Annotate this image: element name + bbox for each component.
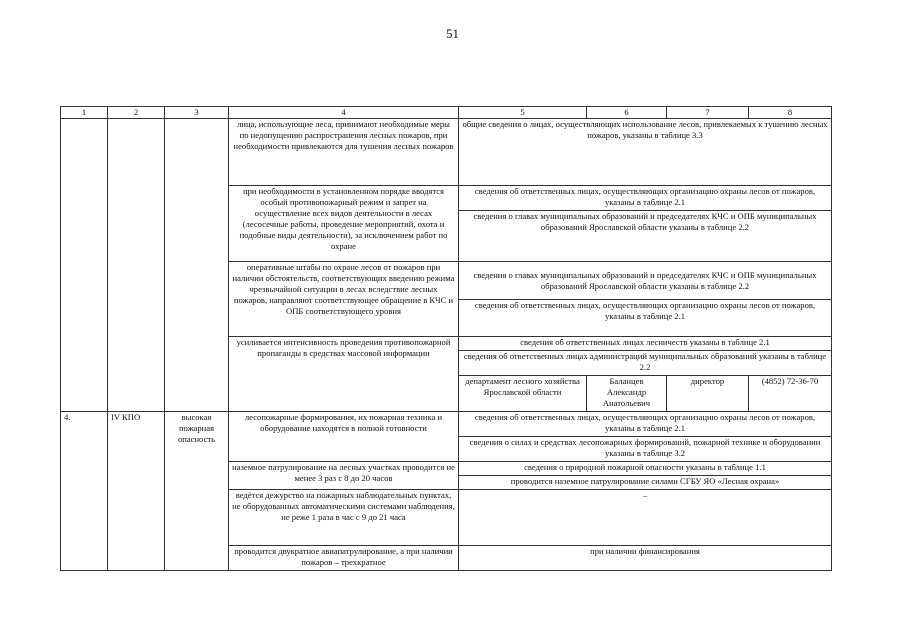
measure-cell: лесопожарные формирования, их пожарная техника и оборудование находятся в полной готовности [229, 412, 459, 462]
level-number-cell [61, 119, 108, 412]
measure-cell: при необходимости в установленном порядке вводятся особый противопожарный режим и запрет на осуществление всех видов деятельности в лесах (лесосечные работы, проведение мероприятий, охота и подобные виды деятельности), за исключением работ по охране [229, 186, 459, 262]
info-cell: сведения о природной пожарной опасности указаны в таблице 1.1 [459, 462, 832, 476]
header-cell: 2 [108, 107, 165, 119]
fire-danger-table [60, 106, 832, 571]
department-cell: департамент лесного хозяйства Ярославской области [459, 376, 587, 412]
info-cell: сведения об ответственных лицах, осуществляющих организацию охраны лесов от пожаров, указаны в таблице 2.1 [459, 300, 832, 337]
position-cell: директор [667, 376, 749, 412]
info-cell: сведения об ответственных лицах, осуществляющих организацию охраны лесов от пожаров, указаны в таблице 2.1 [459, 186, 832, 211]
info-cell: проводится наземное патрулирование силами СГБУ ЯО «Лесная охрана» [459, 476, 832, 490]
measure-cell: ведётся дежурство на пожарных наблюдательных пунктах, не оборудованных автоматическими системами наблюдения, не реже 1 раза в час с 9 до 21 часа [229, 490, 459, 546]
info-cell: сведения о силах и средствах лесопожарных формирований, пожарной технике и оборудовании указаны в таблице 3.2 [459, 437, 832, 462]
header-cell: 7 [667, 107, 749, 119]
info-cell: сведения об ответственных лицах администраций муниципальных образований указаны в таблице 2.2 [459, 351, 832, 376]
level-description-cell [165, 119, 229, 412]
info-cell: сведения об ответственных лицах, осуществляющих организацию охраны лесов от пожаров, указаны в таблице 2.1 [459, 412, 832, 437]
info-cell: сведения о главах муниципальных образований и председателях КЧС и ОПБ муниципальных образований Ярославской области указаны в таблице 2.2 [459, 211, 832, 262]
table-row [61, 119, 832, 186]
level-number-cell: 4. [61, 412, 108, 571]
level-class-cell: IV КПО [108, 412, 165, 571]
person-name-cell: Баланцев Александр Анатольевич [587, 376, 667, 412]
header-cell: 4 [229, 107, 459, 119]
header-cell: 8 [749, 107, 832, 119]
measure-cell: усиливается интенсивность проведения противопожарной пропаганды в средствах массовой информации [229, 337, 459, 412]
measure-cell: лица, использующие леса, принимают необходимые меры по недопущению распространения лесных пожаров, при необходимости привлекаются для тушения лесных пожаров [229, 119, 459, 186]
header-cell: 1 [61, 107, 108, 119]
measure-cell: проводится двукратное авиапатрулирование, а при наличии пожаров – трехкратное [229, 546, 459, 571]
info-cell: общие сведения о лицах, осуществляющих использование лесов, привлекаемых к тушению лесных пожаров, указаны в таблице 3.3 [459, 119, 832, 186]
header-cell: 6 [587, 107, 667, 119]
measure-cell: наземное патрулирование на лесных участках проводится не менее 3 раз с 8 до 20 часов [229, 462, 459, 490]
measure-cell: оперативные штабы по охране лесов от пожаров при наличии обстоятельств, соответствующих введению режима чрезвычайной ситуации в лесах вследствие лесных пожаров, направляют соответствующее обращение в КЧС и ОПБ соответствующего уровня [229, 262, 459, 337]
info-cell: – [459, 490, 832, 546]
info-cell: сведения об ответственных лицах лесничеств указаны в таблице 2.1 [459, 337, 832, 351]
header-cell: 5 [459, 107, 587, 119]
phone-cell: (4852) 72-36-70 [749, 376, 832, 412]
info-cell: сведения о главах муниципальных образований и председателях КЧС и ОПБ муниципальных образований Ярославской области указаны в таблице 2.2 [459, 262, 832, 300]
info-cell: при наличии финансирования [459, 546, 832, 571]
level-description-cell: высокая пожарная опасность [165, 412, 229, 571]
header-cell: 3 [165, 107, 229, 119]
table-row [61, 412, 832, 437]
page-number: 51 [446, 26, 459, 41]
level-class-cell [108, 119, 165, 412]
table-header-row [61, 107, 832, 119]
